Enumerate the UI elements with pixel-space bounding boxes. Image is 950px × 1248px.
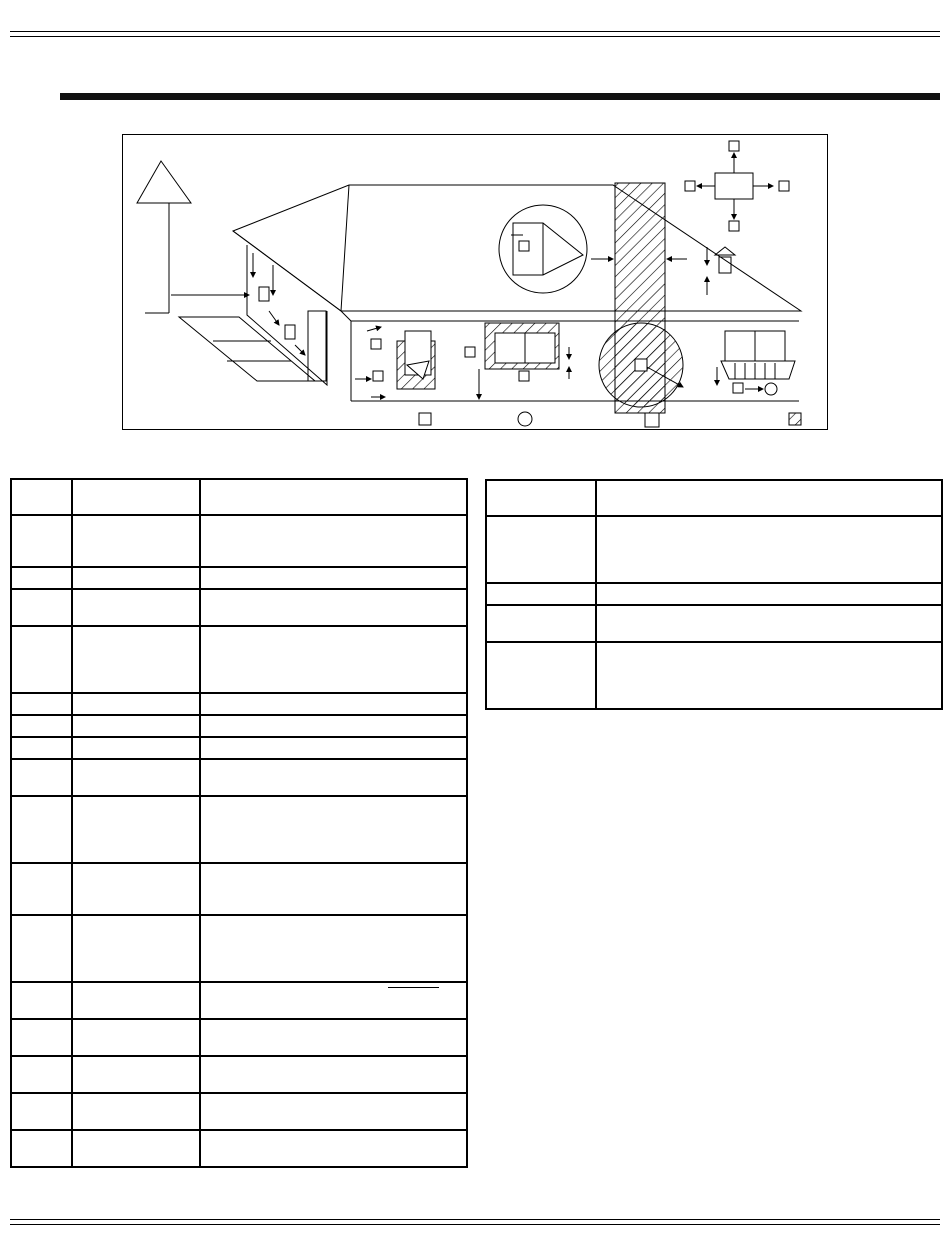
- table-cell: [11, 479, 72, 515]
- table-cell: [72, 479, 200, 515]
- table-cell: [11, 626, 72, 693]
- table-cell: [72, 567, 200, 589]
- table-cell: [11, 982, 72, 1019]
- table-cell: [11, 796, 72, 863]
- bottom-rule-2: [10, 1224, 940, 1225]
- table-cell: [596, 605, 942, 642]
- bottom-rule-1: [10, 1219, 940, 1220]
- table-cell: [72, 1019, 200, 1056]
- roof-detail-circle: [499, 205, 587, 293]
- table-cell: [72, 715, 200, 737]
- table-row: [486, 480, 942, 516]
- table-row: [486, 642, 942, 709]
- table-row: [11, 1019, 467, 1056]
- table-cell: [72, 1056, 200, 1093]
- table-cell: [11, 1019, 72, 1056]
- title-bar: [60, 93, 940, 100]
- table-cell: [200, 693, 467, 715]
- table-cell: [486, 605, 596, 642]
- table-row: [11, 1093, 467, 1130]
- table-cell: [11, 589, 72, 626]
- direction-compass: [685, 141, 789, 231]
- table-cell: [200, 863, 467, 915]
- table-cell: [72, 626, 200, 693]
- table-cell: [72, 915, 200, 982]
- table-cell: [11, 915, 72, 982]
- wall-vents: [253, 253, 305, 355]
- table-cell: [200, 915, 467, 982]
- table-row: [486, 583, 942, 605]
- table-row: [11, 693, 467, 715]
- window-unit-shape: [465, 323, 569, 399]
- table-cell: [200, 737, 467, 759]
- table-cell: [200, 1130, 467, 1167]
- table-cell: [596, 480, 942, 516]
- fireplace-shape: [355, 327, 435, 397]
- antenna-shape: [137, 161, 249, 313]
- circle-symbol: [518, 412, 532, 426]
- table-cell: [11, 1130, 72, 1167]
- top-rule-1: [10, 31, 940, 32]
- square-symbol: [419, 413, 431, 425]
- table-row: [486, 605, 942, 642]
- lock-symbol: [645, 413, 659, 427]
- vent-cap-shape: [707, 247, 735, 295]
- air-conditioner-shape: [717, 331, 795, 395]
- table-cell: [596, 583, 942, 605]
- diagram-svg: [123, 135, 828, 430]
- underline-mark: [388, 987, 439, 988]
- table-cell: [200, 1019, 467, 1056]
- table-row: [11, 589, 467, 626]
- table-cell: [72, 589, 200, 626]
- clearance-diagram: [122, 134, 828, 430]
- table-cell: [11, 693, 72, 715]
- table-row: [11, 796, 467, 863]
- table-cell: [11, 715, 72, 737]
- table-cell: [11, 1056, 72, 1093]
- legend-symbols: [419, 412, 801, 427]
- table-cell: [200, 626, 467, 693]
- table-cell: [72, 515, 200, 567]
- table-row: [11, 1130, 467, 1167]
- table-cell: [200, 715, 467, 737]
- table-cell: [486, 516, 596, 583]
- table-cell: [72, 982, 200, 1019]
- table-cell: [486, 642, 596, 709]
- table-row: [11, 626, 467, 693]
- table-cell: [11, 515, 72, 567]
- table-cell: [486, 480, 596, 516]
- table-cell: [200, 567, 467, 589]
- table-cell: [72, 863, 200, 915]
- table-row: [11, 915, 467, 982]
- table-cell: [200, 515, 467, 567]
- table-cell: [486, 583, 596, 605]
- table-row: [11, 759, 467, 796]
- table-cell: [11, 567, 72, 589]
- table-cell: [72, 1093, 200, 1130]
- table-cell: [596, 516, 942, 583]
- hatched-square-symbol: [789, 413, 801, 425]
- table-cell: [11, 1093, 72, 1130]
- table-cell: [200, 589, 467, 626]
- table-cell: [11, 863, 72, 915]
- left-table: [10, 478, 468, 1168]
- table-cell: [200, 1056, 467, 1093]
- table-row: [11, 737, 467, 759]
- table-cell: [200, 759, 467, 796]
- table-row: [11, 515, 467, 567]
- table-cell: [200, 1093, 467, 1130]
- table-cell: [200, 796, 467, 863]
- table-row: [11, 715, 467, 737]
- table-cell: [72, 737, 200, 759]
- right-table: [485, 479, 943, 710]
- table-cell: [72, 796, 200, 863]
- meter-circle-shape: [599, 323, 683, 407]
- table-cell: [72, 1130, 200, 1167]
- table-cell: [11, 737, 72, 759]
- table-row: [486, 516, 942, 583]
- table-cell: [72, 759, 200, 796]
- table-row: [11, 479, 467, 515]
- table-cell: [11, 759, 72, 796]
- table-row: [11, 863, 467, 915]
- table-cell: [200, 479, 467, 515]
- table-row: [11, 567, 467, 589]
- table-row: [11, 1056, 467, 1093]
- table-cell: [596, 642, 942, 709]
- top-rule-2: [10, 36, 940, 37]
- table-cell: [72, 693, 200, 715]
